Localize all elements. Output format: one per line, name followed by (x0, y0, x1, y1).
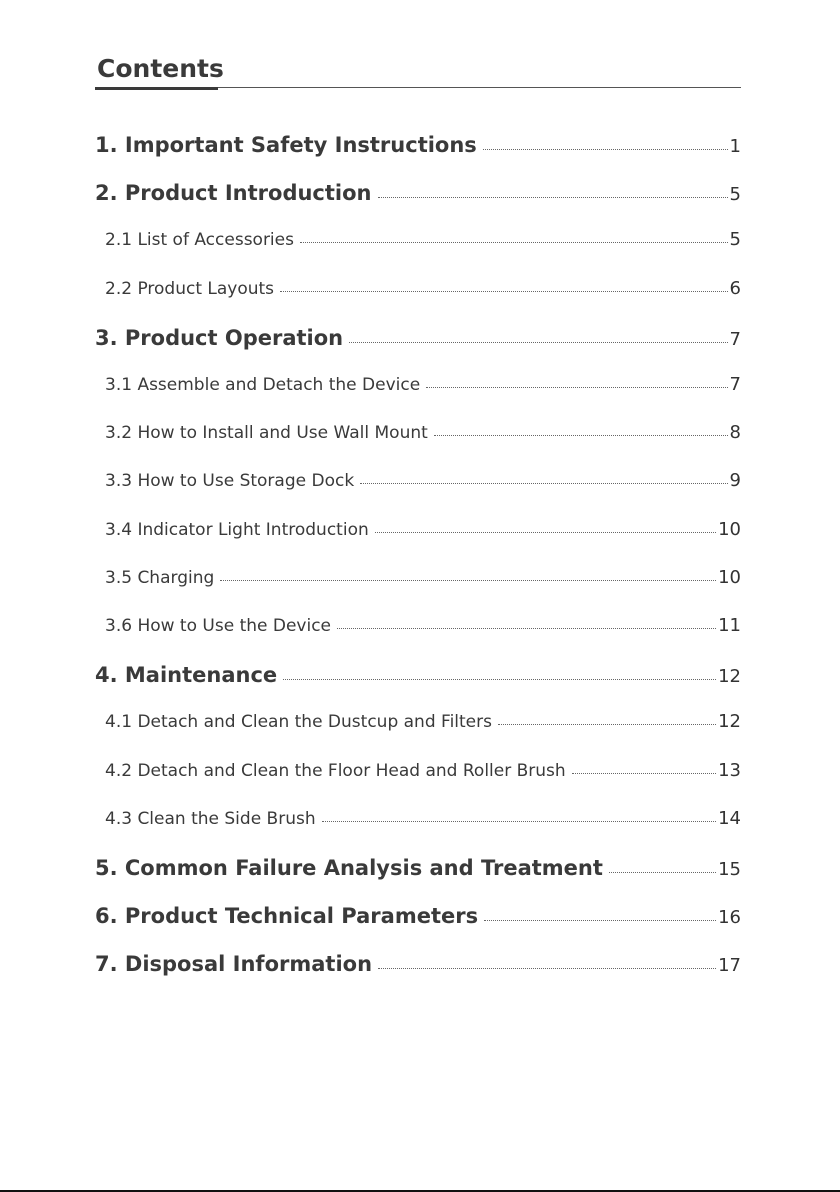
toc-page-number: 11 (718, 615, 741, 636)
toc-subsection[interactable] (105, 422, 741, 443)
dot-leader (484, 920, 716, 921)
toc-page-number: 5 (729, 229, 741, 251)
toc-entry-label: 1. Important Safety Instructions (95, 133, 477, 157)
toc-section[interactable] (95, 663, 741, 687)
dot-leader (375, 532, 716, 533)
toc-page-number: 10 (718, 518, 741, 540)
toc-entry-label: 2.1 List of Accessories (105, 230, 294, 251)
page-title: Contents (97, 54, 224, 83)
toc-page-number: 6 (729, 277, 741, 299)
toc-page-number: 13 (718, 759, 741, 781)
toc-page-number: 5 (729, 184, 741, 206)
toc-section[interactable] (95, 133, 741, 157)
toc-entry-label: 4.3 Clean the Side Brush (105, 808, 316, 829)
toc-page-number: 8 (729, 422, 741, 444)
toc-subsection[interactable] (105, 711, 741, 732)
dot-leader (349, 342, 727, 343)
toc-entry-label: 3.6 How to Use the Device (105, 616, 332, 636)
contents-header (95, 52, 741, 89)
dot-leader (280, 291, 728, 292)
toc-entry-label: 3.4 Indicator Light Introduction (105, 519, 369, 540)
dot-leader (572, 773, 716, 774)
dot-leader (378, 968, 716, 969)
dot-leader (300, 242, 728, 243)
dot-leader (220, 580, 716, 581)
dot-leader (498, 724, 716, 725)
toc-entry-label: 3.5 Charging (105, 567, 215, 588)
toc-page-number: 10 (718, 566, 741, 588)
toc-section[interactable] (95, 326, 741, 350)
toc-subsection[interactable] (105, 567, 741, 588)
toc-page-number: 14 (718, 807, 741, 829)
toc-page-number: 12 (718, 666, 741, 688)
toc-entry-label: 2. Product Introduction (95, 181, 372, 206)
dot-leader (337, 628, 716, 629)
toc-entry-label: 3.3 How to Use Storage Dock (105, 471, 355, 492)
title-underline (95, 87, 741, 89)
toc-subsection[interactable] (105, 278, 741, 299)
toc-subsection[interactable] (105, 760, 741, 781)
dot-leader (609, 872, 716, 873)
toc-entry-label: 7. Disposal Information (95, 952, 373, 977)
toc-subsection[interactable] (105, 470, 741, 491)
toc-page-number: 7 (729, 328, 741, 350)
toc-entry-label: 4. Maintenance (95, 663, 278, 688)
dot-leader (483, 149, 728, 150)
dot-leader (434, 435, 728, 436)
toc-entry-label: 2.2 Product Layouts (105, 278, 275, 299)
toc-section[interactable] (95, 181, 741, 205)
toc-subsection[interactable] (105, 808, 741, 829)
toc-subsection[interactable] (105, 229, 741, 250)
toc-entry-label: 6. Product Technical Parameters (95, 904, 479, 929)
toc-entry-label: 4.1 Detach and Clean the Dustcup and Filters (105, 712, 492, 733)
toc-entry-label: 3.1 Assemble and Detach the Device (105, 375, 421, 395)
toc-page-number: 7 (729, 374, 741, 395)
toc-section[interactable] (95, 856, 741, 880)
underline-accent (95, 87, 218, 90)
toc-entry-label: 3. Product Operation (95, 325, 344, 350)
toc-page-number: 15 (718, 859, 741, 880)
dot-leader (426, 387, 727, 388)
toc-entry-label: 4.2 Detach and Clean the Floor Head and Roller Brush (105, 760, 566, 781)
toc-page-number: 12 (718, 711, 741, 733)
dot-leader (283, 679, 716, 680)
dot-leader (322, 821, 716, 822)
toc-section[interactable] (95, 952, 741, 976)
dot-leader (378, 197, 728, 198)
toc-subsection[interactable] (105, 615, 741, 636)
toc-subsection[interactable] (105, 519, 741, 540)
toc-section[interactable] (95, 904, 741, 928)
toc-subsection[interactable] (105, 374, 741, 395)
toc-page-number: 16 (718, 907, 741, 929)
toc-page-number: 9 (729, 470, 741, 492)
toc-page-number: 1 (729, 136, 741, 157)
toc-entry-label: 3.2 How to Install and Use Wall Mount (105, 423, 428, 444)
toc-entry-label: 5. Common Failure Analysis and Treatment (95, 856, 603, 880)
toc-page-number: 17 (718, 955, 741, 977)
dot-leader (360, 483, 727, 484)
